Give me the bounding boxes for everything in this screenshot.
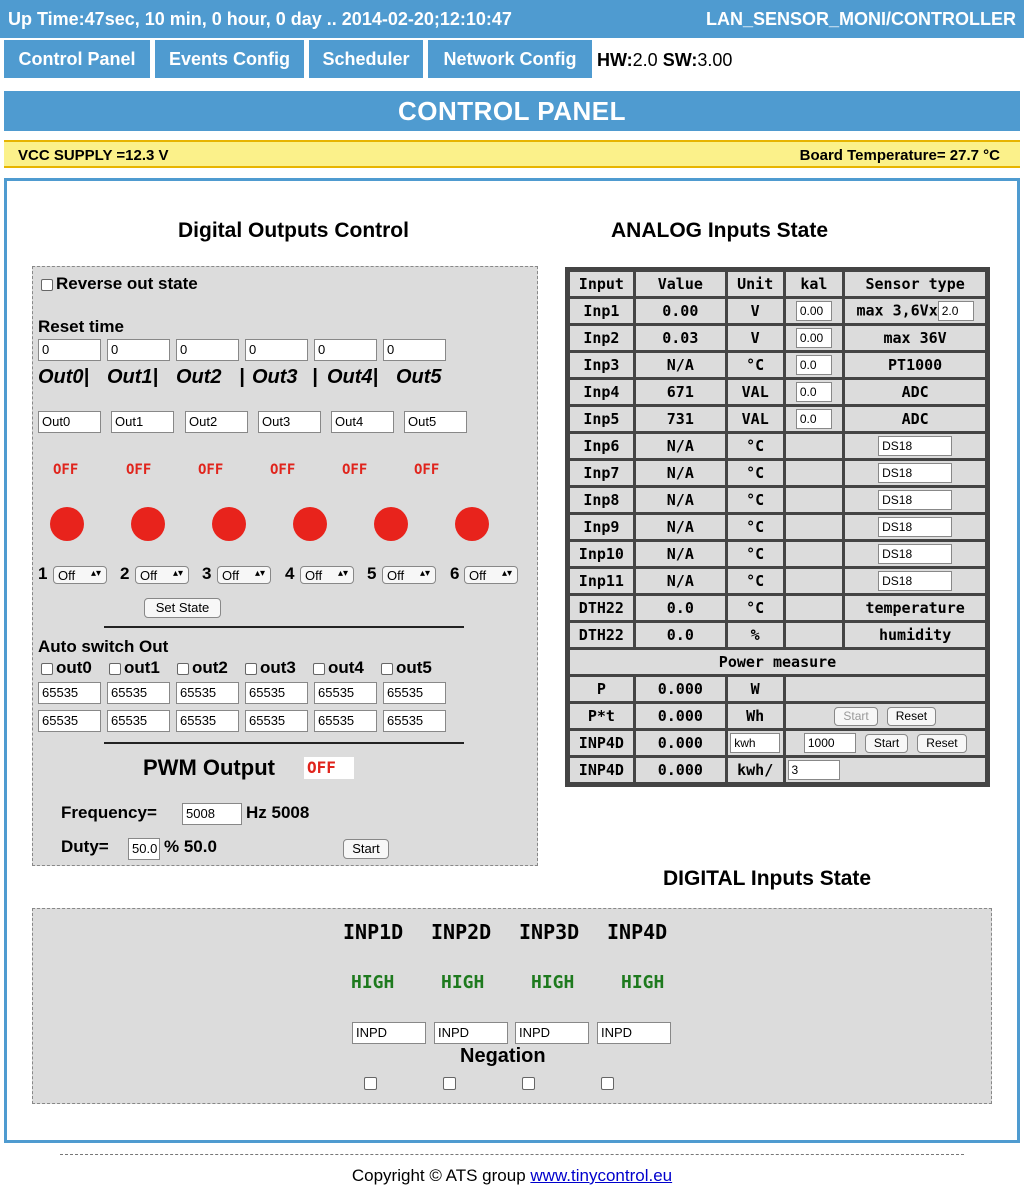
kal-cell: [786, 299, 843, 323]
auto-switch-out-label: out4: [328, 658, 364, 677]
auto-switch-checkbox[interactable]: [381, 663, 393, 675]
kal-cell: [786, 434, 843, 458]
reset-time-input[interactable]: 0: [245, 339, 308, 361]
device-name: LAN_SENSOR_MONI/CONTROLLER: [705, 9, 1016, 29]
counter-controls: [786, 731, 985, 755]
input-unit: VAL: [728, 407, 783, 431]
input-name: Inp5: [570, 407, 633, 431]
sensor-id-input[interactable]: DS18: [878, 571, 952, 591]
out-state-select-value: Off: [387, 568, 405, 583]
digital-input-label-input[interactable]: INPD: [352, 1022, 426, 1044]
auto-switch-checkbox[interactable]: [41, 663, 53, 675]
auto-switch-on-input[interactable]: 65535: [314, 682, 377, 704]
auto-switch-off-input[interactable]: 65535: [383, 710, 446, 732]
table-row: [570, 380, 985, 404]
out-header-label: Out4|: [327, 366, 379, 388]
digital-input-label-input[interactable]: INPD: [597, 1022, 671, 1044]
kal-cell: [786, 542, 843, 566]
kal-input[interactable]: 0.0: [796, 409, 832, 429]
out-state-select[interactable]: [53, 566, 107, 584]
input-value: 0.03: [636, 326, 725, 350]
select-arrows-icon: ▴▾: [419, 568, 430, 579]
auto-switch-out-label: out3: [260, 658, 296, 677]
auto-switch-on-input[interactable]: 65535: [383, 682, 446, 704]
power-label: P: [570, 677, 633, 701]
table-row: [570, 326, 985, 350]
nav-events-config[interactable]: Events Config: [155, 40, 304, 78]
digital-input-label-input[interactable]: INPD: [434, 1022, 508, 1044]
select-arrows-icon: ▴▾: [172, 568, 183, 579]
auto-switch-checkbox[interactable]: [245, 663, 257, 675]
table-row: [570, 434, 985, 458]
counter-unit-cell: [728, 731, 783, 755]
energy-unit: Wh: [728, 704, 783, 728]
sensor-cell: [845, 569, 985, 593]
input-name: Inp10: [570, 542, 633, 566]
sensor-cell: [845, 488, 985, 512]
auto-switch-off-input[interactable]: 65535: [314, 710, 377, 732]
input-unit: °C: [728, 542, 783, 566]
energy-controls: [786, 704, 985, 728]
out-led-indicator: [374, 507, 408, 541]
power-measure-header-row: [570, 650, 985, 674]
nav-scheduler[interactable]: Scheduler: [309, 40, 423, 78]
digital-inputs-panel: [32, 908, 992, 1104]
table-row: [570, 461, 985, 485]
input-unit: V: [728, 299, 783, 323]
vcc-supply: VCC SUPPLY =12.3 V: [18, 147, 169, 164]
table-row: [570, 596, 985, 620]
input-unit: VAL: [728, 380, 783, 404]
out-state-text: OFF: [126, 462, 152, 478]
out-state-select-value: Off: [140, 568, 158, 583]
pwm-frequency-unit: Hz 5008: [246, 803, 310, 822]
auto-switch-on-input[interactable]: 65535: [38, 682, 101, 704]
energy-value: 0.000: [636, 704, 725, 728]
out-number: 4: [285, 564, 295, 583]
negation-checkbox[interactable]: [601, 1077, 614, 1090]
input-value: N/A: [636, 569, 725, 593]
input-name: Inp11: [570, 569, 633, 593]
out-led-indicator: [50, 507, 84, 541]
sensor-type: PT1000: [845, 353, 985, 377]
power-row-inp4d-rate: [570, 758, 985, 782]
auto-switch-on-input[interactable]: 65535: [245, 682, 308, 704]
input-value: 0.0: [636, 623, 725, 647]
counter-value: 0.000: [636, 758, 725, 782]
auto-switch-on-input[interactable]: 65535: [107, 682, 170, 704]
reset-time-input[interactable]: 0: [383, 339, 446, 361]
input-value: N/A: [636, 542, 725, 566]
power-measure-title: Power measure: [570, 650, 985, 674]
set-state-button[interactable]: Set State: [144, 598, 221, 618]
energy-label: P*t: [570, 704, 633, 728]
digital-inputs-title: DIGITAL Inputs State: [663, 867, 872, 890]
sensor-type: ADC: [845, 380, 985, 404]
pwm-duty-label: Duty=: [61, 837, 109, 856]
pwm-state: OFF: [304, 757, 354, 779]
nav-control-panel[interactable]: Control Panel: [4, 40, 150, 78]
counter-unit-input[interactable]: kwh: [730, 733, 780, 753]
board-temperature: Board Temperature= 27.7 °C: [799, 147, 1000, 164]
auto-switch-checkbox[interactable]: [177, 663, 189, 675]
input-name: DTH22: [570, 623, 633, 647]
out-header-label: Out0|: [38, 366, 90, 388]
sensor-cell: [845, 542, 985, 566]
sw-value: 3.00: [697, 50, 733, 70]
input-unit: °C: [728, 434, 783, 458]
input-value: N/A: [636, 434, 725, 458]
digital-input-state: HIGH: [351, 972, 395, 993]
table-row: [570, 623, 985, 647]
power-row-p: [570, 677, 985, 701]
counter-label: INP4D: [570, 731, 633, 755]
sensor-id-input[interactable]: DS18: [878, 463, 952, 483]
power-empty-cell: [786, 677, 985, 701]
negation-label: Negation: [460, 1045, 546, 1067]
kal-cell: [786, 623, 843, 647]
reset-time-label: Reset time: [38, 317, 124, 336]
pwm-frequency-label: Frequency=: [61, 803, 157, 822]
sensor-cell: [845, 299, 985, 323]
digital-input-label-input[interactable]: INPD: [515, 1022, 589, 1044]
out-header-separator: |: [312, 366, 318, 388]
kal-cell: [786, 596, 843, 620]
input-name: Inp4: [570, 380, 633, 404]
out-state-select[interactable]: [135, 566, 189, 584]
input-value: N/A: [636, 488, 725, 512]
version-info: [597, 50, 732, 71]
nav-network-config[interactable]: Network Config: [428, 40, 592, 78]
out-state-select[interactable]: [300, 566, 354, 584]
kal-cell: [786, 488, 843, 512]
digital-input-state: HIGH: [441, 972, 485, 993]
sensor-type: ADC: [845, 407, 985, 431]
power-unit: W: [728, 677, 783, 701]
kal-cell: [786, 515, 843, 539]
sensor-type: max 36V: [845, 326, 985, 350]
reset-time-input[interactable]: 0: [176, 339, 239, 361]
top-status-bar: [0, 0, 1024, 38]
counter-rate-input[interactable]: 3: [788, 760, 840, 780]
auto-switch-out-label: out2: [192, 658, 228, 677]
out-state-text: OFF: [53, 462, 79, 478]
out-led-indicator: [212, 507, 246, 541]
input-name: Inp1: [570, 299, 633, 323]
out-name-input[interactable]: Out0: [38, 411, 101, 433]
pwm-duty-input[interactable]: 50.0: [128, 838, 160, 860]
sensor-multiplier-input[interactable]: 2.0: [938, 301, 974, 321]
kal-cell: [786, 461, 843, 485]
input-value: 0.0: [636, 596, 725, 620]
reset-time-input[interactable]: 0: [314, 339, 377, 361]
auto-switch-on-input[interactable]: 65535: [176, 682, 239, 704]
input-unit: °C: [728, 596, 783, 620]
out-name-input[interactable]: Out5: [404, 411, 467, 433]
kal-cell: [786, 353, 843, 377]
sensor-cell: [845, 461, 985, 485]
digital-outputs-title: Digital Outputs Control: [178, 219, 409, 242]
select-arrows-icon: ▴▾: [254, 568, 265, 579]
out-state-text: OFF: [270, 462, 296, 478]
table-row: [570, 488, 985, 512]
out-state-select[interactable]: [217, 566, 271, 584]
input-name: DTH22: [570, 596, 633, 620]
reverse-out-label: Reverse out state: [56, 274, 198, 293]
kal-cell: [786, 380, 843, 404]
divider: [104, 626, 464, 628]
out-state-select-value: Off: [469, 568, 487, 583]
analog-inputs-table: [565, 267, 990, 787]
counter-value: 0.000: [636, 731, 725, 755]
input-unit: °C: [728, 488, 783, 512]
analog-inputs-title: ANALOG Inputs State: [611, 219, 829, 242]
copyright-text: Copyright © ATS group: [351, 1166, 531, 1185]
input-value: N/A: [636, 461, 725, 485]
out-led-indicator: [131, 507, 165, 541]
out-header-label: Out1|: [107, 366, 159, 388]
negation-checkbox[interactable]: [364, 1077, 377, 1090]
input-value: 0.00: [636, 299, 725, 323]
kal-input[interactable]: 0.00: [796, 328, 832, 348]
pwm-start-button[interactable]: Start: [343, 839, 389, 859]
power-value: 0.000: [636, 677, 725, 701]
input-name: Inp3: [570, 353, 633, 377]
out-name-input[interactable]: Out4: [331, 411, 394, 433]
footer: [0, 1166, 1024, 1186]
input-value: N/A: [636, 515, 725, 539]
table-row: [570, 407, 985, 431]
kal-input[interactable]: 0.0: [796, 382, 832, 402]
input-unit: °C: [728, 569, 783, 593]
sensor-type: max 3,6Vx: [856, 301, 938, 320]
select-arrows-icon: ▴▾: [337, 568, 348, 579]
header-input: Input: [570, 272, 633, 296]
out-header-label: Out2: [176, 366, 222, 388]
out-state-select[interactable]: [382, 566, 436, 584]
table-header-row: [570, 272, 985, 296]
counter-reset-button[interactable]: Reset: [917, 734, 966, 753]
pwm-frequency-input[interactable]: 5008: [182, 803, 242, 825]
kal-input[interactable]: 0.00: [796, 301, 832, 321]
auto-switch-label: Auto switch Out: [38, 637, 169, 656]
reverse-out-checkbox[interactable]: [41, 279, 53, 291]
hw-label: HW:: [597, 50, 633, 70]
auto-switch-out-label: out5: [396, 658, 432, 677]
counter-start-button[interactable]: Start: [865, 734, 908, 753]
input-name: Inp6: [570, 434, 633, 458]
out-name-input[interactable]: Out3: [258, 411, 321, 433]
out-number: 3: [202, 564, 212, 583]
digital-input-name: INP2D: [431, 920, 492, 944]
sensor-cell: [845, 434, 985, 458]
hw-value: 2.0: [632, 50, 658, 70]
input-unit: °C: [728, 515, 783, 539]
out-state-select[interactable]: [464, 566, 518, 584]
table-row: [570, 569, 985, 593]
footer-link[interactable]: www.tinycontrol.eu: [530, 1166, 673, 1185]
out-header-label: Out3: [252, 366, 298, 388]
kal-cell: [786, 326, 843, 350]
digital-input-name: INP1D: [343, 920, 404, 944]
sensor-id-input[interactable]: DS18: [878, 544, 952, 564]
page-title: CONTROL PANEL: [4, 91, 1020, 131]
input-unit: %: [728, 623, 783, 647]
out-led-indicator: [455, 507, 489, 541]
out-header-separator: |: [239, 366, 245, 388]
input-value: N/A: [636, 353, 725, 377]
digital-input-name: INP3D: [519, 920, 580, 944]
auto-switch-off-input[interactable]: 65535: [176, 710, 239, 732]
out-state-text: OFF: [414, 462, 440, 478]
out-number: 2: [120, 564, 130, 583]
divider: [104, 742, 464, 744]
negation-checkbox[interactable]: [443, 1077, 456, 1090]
kal-cell: [786, 569, 843, 593]
header-sensor-type: Sensor type: [845, 272, 985, 296]
out-led-indicator: [293, 507, 327, 541]
pwm-title: PWM Output: [143, 755, 275, 780]
out-name-input[interactable]: Out1: [111, 411, 174, 433]
digital-input-name: INP4D: [607, 920, 668, 944]
table-row: [570, 515, 985, 539]
supply-status-bar: [4, 140, 1020, 168]
out-header-label: Out5: [396, 366, 442, 388]
header-value: Value: [636, 272, 725, 296]
counter-rate-cell: [786, 758, 985, 782]
digital-input-state: HIGH: [531, 972, 575, 993]
auto-switch-checkbox[interactable]: [109, 663, 121, 675]
input-unit: V: [728, 326, 783, 350]
select-arrows-icon: ▴▾: [501, 568, 512, 579]
auto-switch-off-input[interactable]: 65535: [38, 710, 101, 732]
sensor-id-input[interactable]: DS18: [878, 517, 952, 537]
uptime-text: Up Time:47sec, 10 min, 0 hour, 0 day .. 2014-02-20;12:10:47: [8, 9, 512, 29]
table-row: [570, 542, 985, 566]
input-name: Inp9: [570, 515, 633, 539]
negation-checkbox[interactable]: [522, 1077, 535, 1090]
out-state-select-value: Off: [305, 568, 323, 583]
sensor-id-input[interactable]: DS18: [878, 490, 952, 510]
header-kal: kal: [786, 272, 843, 296]
kal-cell: [786, 407, 843, 431]
input-unit: °C: [728, 353, 783, 377]
table-row: [570, 299, 985, 323]
power-row-inp4d: [570, 731, 985, 755]
out-state-select-value: Off: [58, 568, 76, 583]
auto-switch-out-label: out1: [124, 658, 160, 677]
input-unit: °C: [728, 461, 783, 485]
out-name-input[interactable]: Out2: [185, 411, 248, 433]
counter-label: INP4D: [570, 758, 633, 782]
sensor-cell: [845, 515, 985, 539]
input-name: Inp2: [570, 326, 633, 350]
out-number: 1: [38, 564, 48, 583]
sw-label: SW:: [662, 50, 698, 70]
auto-switch-out-label: out0: [56, 658, 92, 677]
reset-time-input[interactable]: 0: [107, 339, 170, 361]
out-number: 6: [450, 564, 460, 583]
energy-start-button[interactable]: Start: [834, 707, 877, 726]
out-state-select-value: Off: [222, 568, 240, 583]
out-number: 5: [367, 564, 377, 583]
select-arrows-icon: ▴▾: [90, 568, 101, 579]
footer-divider: [60, 1154, 964, 1155]
header-unit: Unit: [728, 272, 783, 296]
energy-reset-button[interactable]: Reset: [887, 707, 936, 726]
out-state-text: OFF: [342, 462, 368, 478]
sensor-type: humidity: [845, 623, 985, 647]
input-name: Inp7: [570, 461, 633, 485]
sensor-id-input[interactable]: DS18: [878, 436, 952, 456]
reset-time-input[interactable]: 0: [38, 339, 101, 361]
out-state-text: OFF: [198, 462, 224, 478]
pwm-duty-unit: % 50.0: [164, 837, 217, 856]
input-value: 731: [636, 407, 725, 431]
auto-switch-checkbox[interactable]: [313, 663, 325, 675]
digital-input-state: HIGH: [621, 972, 665, 993]
counter-unit: kwh/: [728, 758, 783, 782]
table-row: [570, 353, 985, 377]
input-name: Inp8: [570, 488, 633, 512]
sensor-type: temperature: [845, 596, 985, 620]
kal-input[interactable]: 0.0: [796, 355, 832, 375]
auto-switch-off-input[interactable]: 65535: [245, 710, 308, 732]
input-value: 671: [636, 380, 725, 404]
auto-switch-off-input[interactable]: 65535: [107, 710, 170, 732]
counter-impulses-input[interactable]: 1000: [804, 733, 856, 753]
power-row-pt: [570, 704, 985, 728]
